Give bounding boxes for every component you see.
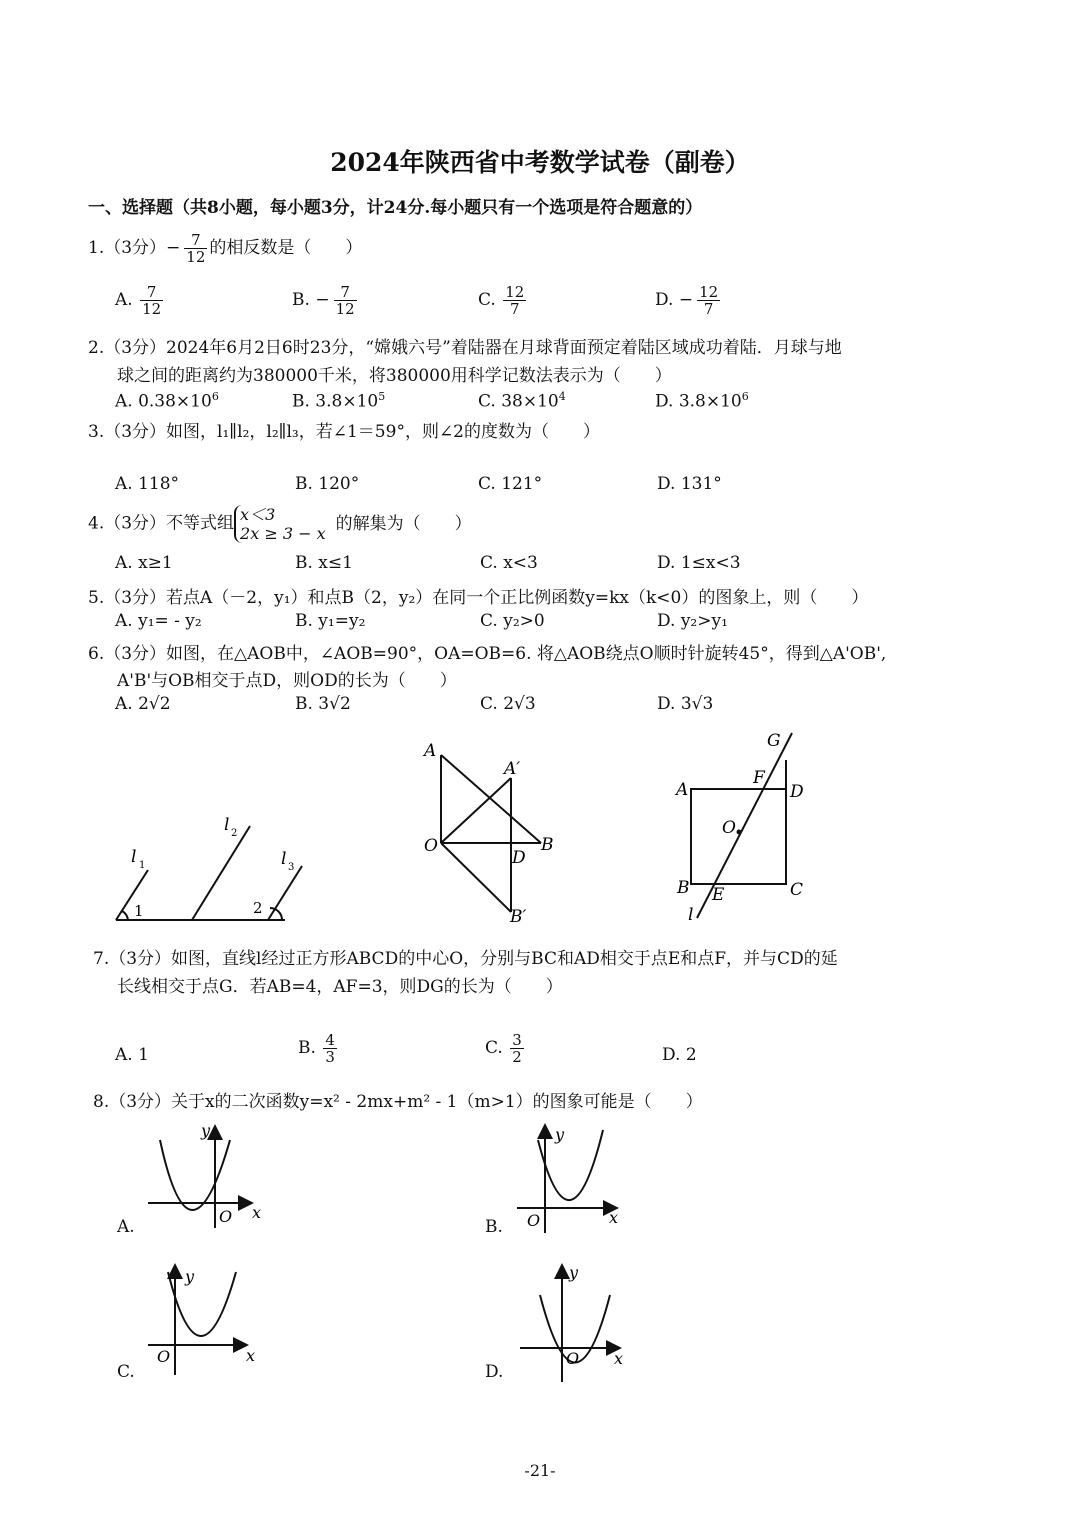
- graph-a: [148, 1128, 250, 1228]
- question-6-line1: 6.（3分）如图，在△AOB中，∠AOB=90°，OA=OB=6. 将△AOB绕点O顺时针旋转45°，得到△A'OB',: [88, 644, 887, 664]
- q7-option-d: D. 2: [662, 1045, 697, 1065]
- q2-option-b: B. $3.8\times 10^5$: [292, 390, 386, 412]
- page-title: 2024年陕西省中考数学试卷（副卷）: [330, 148, 750, 177]
- question-7-line2: 长线相交于点G．若AB=4，AF=3，则DG的长为（ ）: [117, 977, 563, 997]
- q6-option-c: C. 2√3: [480, 694, 536, 714]
- q8-option-c-label: C.: [117, 1362, 135, 1382]
- page-number: -21-: [524, 1461, 556, 1480]
- q3-option-b: B. 120°: [295, 474, 360, 494]
- q8-option-b-label: B.: [485, 1217, 503, 1237]
- label-sq-E: E: [712, 885, 725, 905]
- q3-option-a: A. 118°: [115, 474, 180, 494]
- question-8: 8.（3分）关于x的二次函数y=x² - 2mx+m² - 1（m>1）的图象可能是（ ）: [93, 1092, 703, 1112]
- q8-graphs: [0, 1115, 1080, 1395]
- graph-a-origin: O: [219, 1207, 233, 1226]
- graph-d-x: x: [614, 1349, 624, 1368]
- label-sq-G: G: [767, 731, 781, 751]
- label-angle-2: 2: [253, 899, 263, 917]
- q7-option-c: C. $\frac{3}{2}$: [485, 1031, 522, 1066]
- graph-b-y: y: [555, 1125, 565, 1144]
- label-sq-D: D: [790, 782, 804, 802]
- label-l1: l: [131, 847, 137, 867]
- section-heading: 一、选择题（共8小题，每小题3分，计24分.每小题只有一个选项是符合题意的）: [88, 198, 703, 218]
- label-l1-sub: 1: [139, 860, 146, 871]
- label-angle-1: 1: [134, 902, 144, 920]
- figure-q7-square: [691, 733, 792, 918]
- q5-option-d: D. y₂>y₁: [657, 611, 728, 631]
- q2-option-c: C. $38\times 10^4$: [478, 390, 566, 412]
- graph-c-origin: O: [157, 1347, 171, 1366]
- q6-option-b: B. 3√2: [295, 694, 351, 714]
- figures-row: [0, 720, 1080, 935]
- question-3: 3.（3分）如图，l₁∥l₂，l₂∥l₃，若∠1＝59°，则∠2的度数为（ ）: [88, 422, 600, 442]
- q4-option-b: B. x≤1: [295, 553, 353, 573]
- label-sq-F: F: [753, 768, 765, 788]
- q4-option-c: C. x<3: [480, 553, 538, 573]
- question-1: 1.（3分）− $\frac{7}{12}$ 的相反数是（ ）: [88, 231, 363, 266]
- label-sq-O: O: [722, 818, 736, 838]
- label-A: A: [424, 741, 437, 761]
- label-O: O: [424, 836, 438, 856]
- label-B: B: [541, 835, 554, 855]
- figure-q6-rotation: [441, 755, 541, 912]
- label-A-prime: A′: [504, 759, 521, 779]
- question-2-line2: 球之间的距离约为380000千米，将380000用科学记数法表示为（ ）: [117, 366, 672, 386]
- label-l3: l: [281, 849, 287, 869]
- label-sq-A: A: [676, 780, 689, 800]
- center-point: [737, 830, 742, 835]
- question-7-line1: 7.（3分）如图，直线l经过正方形ABCD的中心O，分别与BC和AD相交于点E和点F，并与CD的延: [93, 949, 838, 969]
- question-2-line1: 2.（3分）2024年6月2日6时23分，“嫦娥六号”着陆器在月球背面预定着陆区域成功着陆．月球与地: [88, 338, 842, 358]
- q1-suffix: 的相反数是（ ）: [209, 238, 363, 258]
- graph-c-y: y: [185, 1267, 195, 1286]
- q7-option-a: A. 1: [115, 1045, 149, 1065]
- q7-option-b: B. $\frac{4}{3}$: [298, 1031, 335, 1066]
- label-B-prime: B′: [510, 907, 527, 927]
- label-sq-l: l: [688, 905, 694, 925]
- q1-option-b: B. − $\frac{7}{12}$: [292, 283, 355, 318]
- q2-option-a: A. $0.38\times 10^6$: [115, 390, 219, 412]
- q4-option-d: D. 1≤x<3: [657, 553, 741, 573]
- q4-option-a: A. x≥1: [115, 553, 173, 573]
- label-l3-sub: 3: [288, 862, 295, 873]
- q1-option-a: A. $\frac{7}{12}$: [115, 283, 162, 318]
- inequality-system: x＜3 2x ≥ 3 − x: [234, 505, 326, 543]
- q8-option-a-label: A.: [117, 1217, 135, 1237]
- graph-b-x: x: [609, 1208, 619, 1227]
- graph-d-origin: O: [566, 1349, 580, 1368]
- graph-a-y: y: [201, 1121, 211, 1140]
- q2-option-d: D. $3.8\times 10^6$: [655, 390, 749, 412]
- label-D: D: [512, 848, 526, 868]
- label-sq-B: B: [677, 878, 690, 898]
- label-sq-C: C: [790, 880, 804, 900]
- graph-c-x: x: [246, 1346, 256, 1365]
- q5-option-a: A. y₁= - y₂: [115, 611, 202, 631]
- label-l2-sub: 2: [231, 828, 238, 839]
- graph-b-origin: O: [527, 1211, 541, 1230]
- q1-fraction: $\frac{7}{12}$: [186, 231, 206, 266]
- question-6-line2: A'B'与OB相交于点D，则OD的长为（ ）: [117, 671, 457, 691]
- q1-option-d: D. − $\frac{12}{7}$: [655, 283, 719, 318]
- label-l2: l: [224, 815, 230, 835]
- graph-d-y: y: [569, 1263, 579, 1282]
- figure-q3-parallel-lines: [116, 826, 302, 920]
- graph-a-x: x: [252, 1203, 262, 1222]
- q3-option-c: C. 121°: [478, 474, 543, 494]
- question-4: 4.（3分）不等式组 x＜3 2x ≥ 3 − x 的解集为（ ）: [88, 505, 472, 543]
- question-5: 5.（3分）若点A（－2，y₁）和点B（2，y₂）在同一个正比例函数y=kx（k<0）的图象上，则（ ）: [88, 588, 869, 608]
- q5-option-b: B. y₁=y₂: [295, 611, 366, 631]
- q1-option-c: C. $\frac{12}{7}$: [478, 283, 525, 318]
- q1-prefix: 1.（3分）: [88, 238, 167, 258]
- q8-option-d-label: D.: [485, 1362, 504, 1382]
- q6-option-d: D. 3√3: [657, 694, 714, 714]
- q3-option-d: D. 131°: [657, 474, 722, 494]
- q5-option-c: C. y₂>0: [480, 611, 545, 631]
- q6-option-a: A. 2√2: [115, 694, 171, 714]
